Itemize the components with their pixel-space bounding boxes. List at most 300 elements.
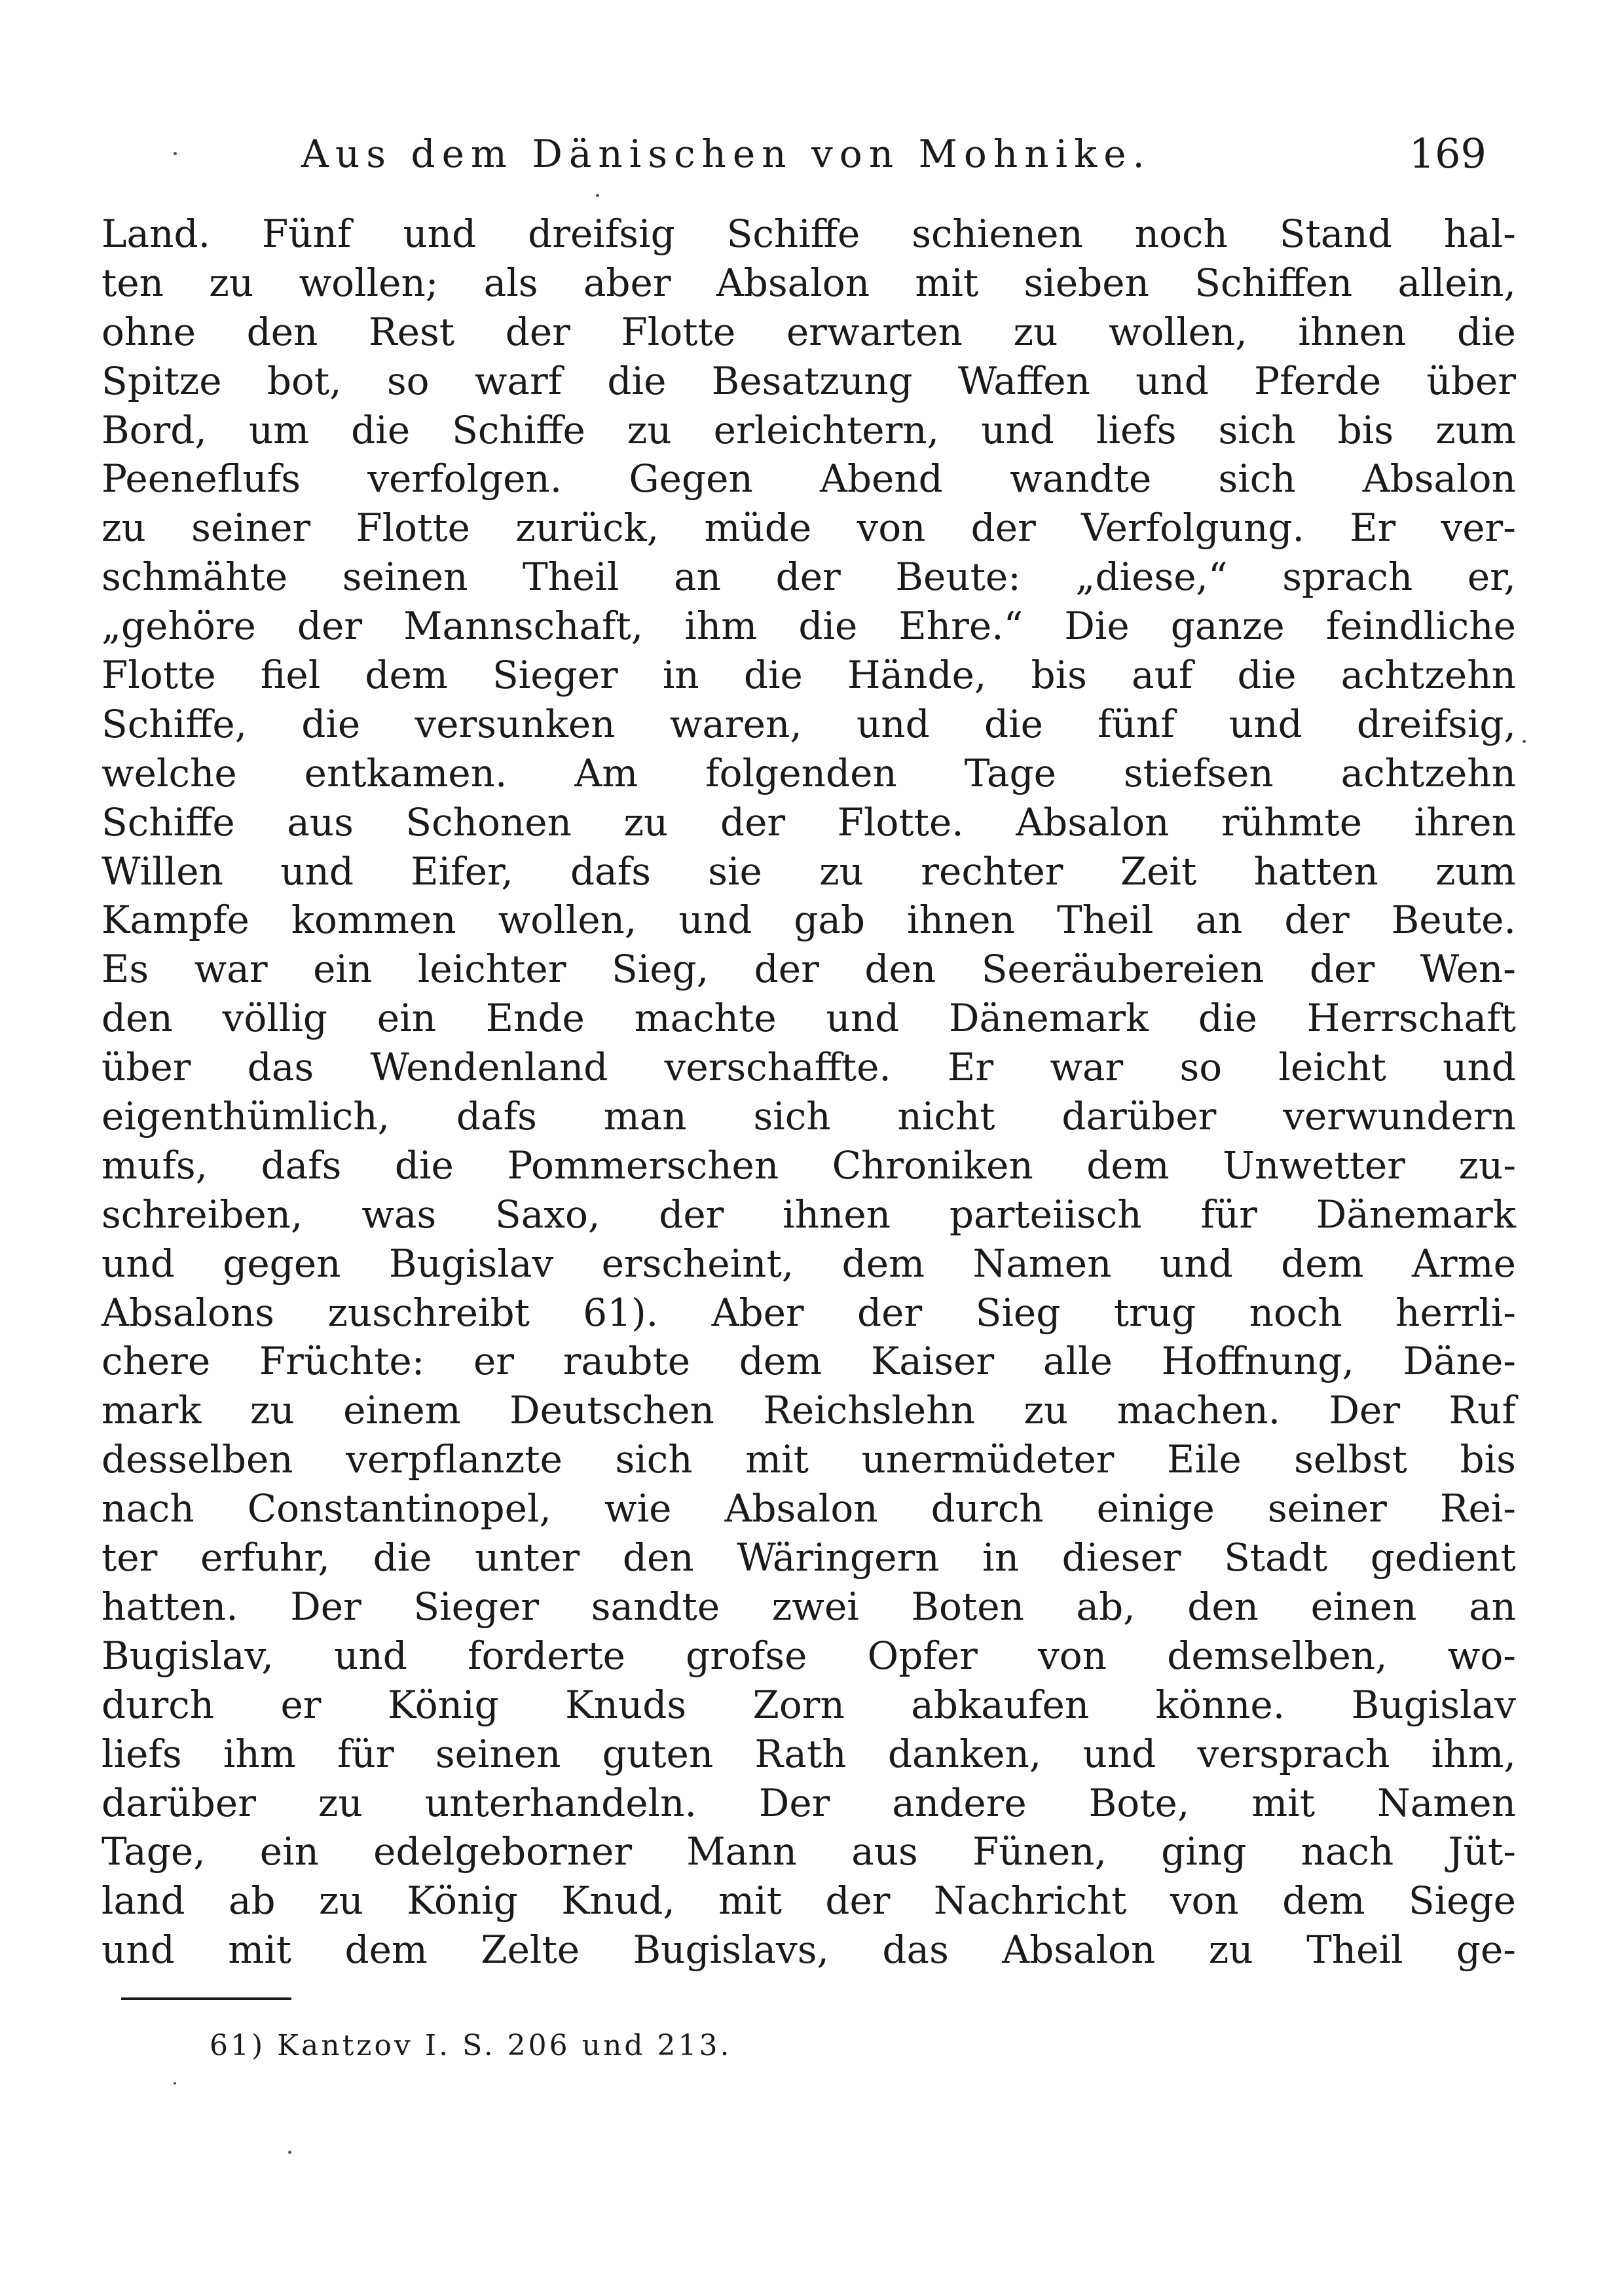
word: Peeneflufs bbox=[101, 456, 301, 501]
word: ganze bbox=[1170, 604, 1285, 649]
word: rechter bbox=[921, 848, 1063, 894]
word: der bbox=[857, 1290, 923, 1335]
word: feindliche bbox=[1325, 604, 1516, 649]
word: von bbox=[1038, 1633, 1107, 1678]
word: Constantinopel, bbox=[247, 1486, 551, 1531]
word: alle bbox=[1043, 1339, 1113, 1384]
word: und bbox=[101, 1241, 175, 1286]
word: Seeräubereien bbox=[981, 947, 1264, 992]
word: seiner bbox=[191, 505, 311, 551]
word: für bbox=[1200, 1192, 1257, 1237]
word: Ruf bbox=[1449, 1388, 1516, 1433]
word: Schonen bbox=[405, 799, 572, 845]
word: Ende bbox=[485, 996, 585, 1041]
scan-speck bbox=[596, 194, 599, 197]
word: fünf bbox=[1098, 701, 1175, 746]
word: Sieg, bbox=[611, 947, 709, 992]
word: von bbox=[1170, 1878, 1239, 1923]
word: abkaufen bbox=[911, 1682, 1090, 1727]
word: dafs bbox=[570, 848, 651, 894]
word: verschaffte. bbox=[664, 1045, 891, 1090]
text-line bbox=[101, 1435, 1516, 1484]
word: Es bbox=[101, 947, 149, 992]
word: guten bbox=[602, 1731, 714, 1776]
word: zu bbox=[209, 260, 254, 305]
word: dem bbox=[1281, 1241, 1364, 1286]
word: und bbox=[1228, 701, 1302, 746]
word: hal- bbox=[1443, 211, 1516, 256]
word: der bbox=[505, 309, 570, 354]
word: Verfolgung. bbox=[1081, 505, 1304, 551]
word: ab, bbox=[1076, 1584, 1135, 1629]
word: Zorn bbox=[752, 1682, 845, 1727]
text-line bbox=[101, 1827, 1516, 1876]
word: Siege bbox=[1408, 1878, 1516, 1923]
word: Mann bbox=[686, 1829, 797, 1874]
word: forderte bbox=[468, 1633, 625, 1678]
word: völlig bbox=[222, 996, 328, 1041]
word: Absalon bbox=[716, 260, 870, 305]
word: König bbox=[407, 1878, 518, 1923]
word: Kampfe bbox=[101, 898, 249, 943]
word: den bbox=[864, 947, 936, 992]
text-line bbox=[101, 406, 1516, 455]
word: Fünen, bbox=[972, 1829, 1107, 1874]
word: ihnen bbox=[783, 1192, 891, 1237]
word: dem bbox=[1282, 1878, 1365, 1923]
word: Eile bbox=[1166, 1437, 1242, 1482]
word: Jüt- bbox=[1448, 1829, 1516, 1874]
text-line bbox=[101, 700, 1516, 749]
word: zu bbox=[1024, 1388, 1069, 1433]
word: der bbox=[775, 555, 841, 600]
word: dem bbox=[841, 1241, 925, 1286]
word: sieben bbox=[1024, 260, 1149, 305]
word: Beute. bbox=[1391, 898, 1516, 943]
word: Absalon bbox=[1362, 456, 1516, 501]
word: ein bbox=[377, 996, 436, 1041]
word: nicht bbox=[897, 1094, 995, 1139]
word: Däne- bbox=[1403, 1339, 1516, 1384]
word: Willen bbox=[101, 848, 223, 894]
word: die bbox=[1198, 996, 1257, 1041]
text-line bbox=[101, 553, 1516, 602]
word: ge- bbox=[1456, 1927, 1516, 1973]
word: Flotte bbox=[356, 505, 470, 551]
text-line bbox=[101, 945, 1516, 994]
word: die bbox=[1237, 653, 1297, 698]
word: müde bbox=[704, 505, 812, 551]
word: für bbox=[337, 1731, 394, 1776]
word: Theil bbox=[1056, 898, 1154, 943]
word: ihm, bbox=[1431, 1731, 1516, 1776]
word: gegen bbox=[223, 1241, 341, 1286]
footnote-rule bbox=[121, 1997, 291, 2000]
word: nach bbox=[101, 1486, 194, 1531]
word: Der bbox=[290, 1584, 361, 1629]
word: Theil bbox=[1306, 1927, 1403, 1973]
word: Absalons bbox=[101, 1290, 274, 1335]
word: war bbox=[1050, 1045, 1124, 1090]
word: Flotte. bbox=[837, 799, 964, 845]
word: so bbox=[1179, 1045, 1223, 1090]
word: ihnen bbox=[907, 898, 1015, 943]
word: einige bbox=[1096, 1486, 1215, 1531]
word: der bbox=[297, 604, 363, 649]
text-line bbox=[101, 1386, 1516, 1435]
text-line bbox=[101, 1239, 1516, 1288]
word: Rest bbox=[369, 309, 455, 354]
word: Der bbox=[758, 1780, 830, 1825]
word: von bbox=[857, 505, 926, 551]
word: zum bbox=[1435, 848, 1516, 894]
word: Spitze bbox=[101, 358, 222, 403]
word: die bbox=[798, 604, 858, 649]
word: Tage bbox=[964, 750, 1056, 795]
word: unterhandeln. bbox=[424, 1780, 697, 1825]
word: Deutschen bbox=[509, 1388, 714, 1433]
text-line bbox=[101, 602, 1516, 651]
word: der bbox=[825, 1878, 891, 1923]
word: als bbox=[483, 260, 538, 305]
text-line bbox=[101, 1779, 1516, 1828]
word: mit bbox=[745, 1437, 809, 1482]
word: wollen, bbox=[1108, 309, 1247, 354]
word: Wendenland bbox=[370, 1045, 608, 1090]
word: Arme bbox=[1411, 1241, 1516, 1286]
text-line bbox=[101, 1533, 1516, 1582]
word: Dänemark bbox=[948, 996, 1149, 1041]
word: so bbox=[386, 358, 430, 403]
word: Besatzung bbox=[711, 358, 913, 403]
word: dem bbox=[344, 1927, 428, 1973]
word: Hoffnung, bbox=[1161, 1339, 1354, 1384]
word: entkamen. bbox=[304, 750, 507, 795]
word: das bbox=[247, 1045, 314, 1090]
word: Schiffe bbox=[452, 407, 585, 452]
word: die bbox=[301, 701, 361, 746]
running-head bbox=[288, 124, 1513, 183]
word: Mannschaft, bbox=[403, 604, 644, 649]
word: könne. bbox=[1155, 1682, 1285, 1727]
word: an bbox=[1469, 1584, 1516, 1629]
word: leicht bbox=[1278, 1045, 1386, 1090]
word: Dänemark bbox=[1316, 1192, 1516, 1237]
word: an bbox=[674, 555, 721, 600]
word: ihnen bbox=[1298, 309, 1407, 354]
word: zwei bbox=[771, 1584, 859, 1629]
word: allein, bbox=[1397, 260, 1516, 305]
word: Bugislav, bbox=[101, 1633, 274, 1678]
word: das bbox=[882, 1927, 949, 1973]
word: die bbox=[351, 407, 411, 452]
word: schreiben, bbox=[101, 1192, 303, 1237]
word: einem bbox=[343, 1388, 461, 1433]
word: fiel bbox=[260, 653, 321, 698]
word: seiner bbox=[1267, 1486, 1387, 1531]
word: Flotte bbox=[621, 309, 736, 354]
word: und bbox=[403, 211, 477, 256]
word: hatten bbox=[1253, 848, 1378, 894]
word: und bbox=[101, 1927, 175, 1973]
word: Bugislavs, bbox=[633, 1927, 829, 1973]
word: bis bbox=[1460, 1437, 1516, 1482]
text-line bbox=[101, 503, 1516, 553]
scan-speck bbox=[174, 152, 177, 155]
word: Reichslehn bbox=[763, 1388, 975, 1433]
word: aus bbox=[287, 799, 354, 845]
scan-speck bbox=[1522, 740, 1526, 743]
word: Pferde bbox=[1254, 358, 1382, 403]
word: noch bbox=[1134, 211, 1228, 256]
word: und bbox=[678, 898, 752, 943]
word: über bbox=[101, 1045, 191, 1090]
scan-speck bbox=[174, 2082, 176, 2085]
word: Der bbox=[1329, 1388, 1401, 1433]
text-line bbox=[101, 1141, 1516, 1190]
word: Stand bbox=[1279, 211, 1392, 256]
word: Bugislav bbox=[388, 1241, 554, 1286]
word: mit bbox=[915, 260, 979, 305]
word: Schiffe bbox=[726, 211, 860, 256]
text-line bbox=[101, 1043, 1516, 1092]
word: und bbox=[1135, 358, 1209, 403]
word: der bbox=[754, 947, 819, 992]
word: ab bbox=[228, 1878, 276, 1923]
word: erscheint, bbox=[601, 1241, 794, 1286]
word: zuschreibt bbox=[327, 1290, 530, 1335]
word: Abend bbox=[819, 456, 943, 501]
word: ein bbox=[313, 947, 373, 992]
word: wandte bbox=[1009, 456, 1152, 501]
word: Schiffen bbox=[1194, 260, 1353, 305]
word: Er bbox=[1350, 505, 1396, 551]
text-line bbox=[101, 1681, 1516, 1730]
word: bot, bbox=[267, 358, 342, 403]
body-text bbox=[101, 210, 1516, 1975]
word: die bbox=[394, 1142, 454, 1188]
word: durch bbox=[101, 1682, 215, 1727]
word: chere bbox=[101, 1339, 211, 1384]
word: dem bbox=[365, 653, 448, 698]
word: der bbox=[1310, 947, 1375, 992]
word: und bbox=[981, 407, 1054, 452]
word: „gehöre bbox=[101, 604, 256, 649]
word: Fünf bbox=[261, 211, 352, 256]
word: Ehre.“ bbox=[898, 604, 1024, 649]
word: ging bbox=[1161, 1829, 1247, 1874]
text-line bbox=[101, 1288, 1516, 1338]
word: andere bbox=[892, 1780, 1027, 1825]
text-line bbox=[101, 847, 1516, 896]
word: die bbox=[373, 1535, 432, 1580]
word: er, bbox=[1467, 555, 1516, 600]
word: zum bbox=[1435, 407, 1516, 452]
word: Er bbox=[948, 1045, 994, 1090]
text-line bbox=[101, 896, 1516, 945]
word: den bbox=[622, 1535, 694, 1580]
word: kommen bbox=[291, 898, 456, 943]
word: Herrschaft bbox=[1306, 996, 1516, 1041]
word: durch bbox=[931, 1486, 1044, 1531]
word: und bbox=[856, 701, 930, 746]
word: machen. bbox=[1116, 1388, 1281, 1433]
word: grofse bbox=[686, 1633, 807, 1678]
word: zu bbox=[318, 1780, 363, 1825]
word: Theil bbox=[523, 555, 619, 600]
word: gedient bbox=[1370, 1535, 1516, 1580]
text-line bbox=[101, 1337, 1516, 1386]
word: die bbox=[607, 358, 667, 403]
word: herrli- bbox=[1395, 1290, 1516, 1335]
word: aber bbox=[583, 260, 671, 305]
text-line bbox=[101, 1925, 1516, 1975]
word: und bbox=[1443, 1045, 1516, 1090]
word: Schiffe, bbox=[101, 701, 248, 746]
word: Pommerschen bbox=[507, 1142, 779, 1188]
word: Bote, bbox=[1088, 1780, 1190, 1825]
word: danken, bbox=[887, 1731, 1042, 1776]
word: Hände, bbox=[847, 653, 987, 698]
word: achtzehn bbox=[1340, 653, 1516, 698]
word: mit bbox=[1251, 1780, 1316, 1825]
word: verpflanzte bbox=[346, 1437, 563, 1482]
word: zu bbox=[623, 799, 669, 845]
word: bis bbox=[1337, 407, 1394, 452]
word: Bugislav bbox=[1351, 1682, 1516, 1727]
word: Knuds bbox=[565, 1682, 687, 1727]
word: den bbox=[1187, 1584, 1259, 1629]
text-line bbox=[101, 1582, 1516, 1631]
text-line bbox=[101, 1631, 1516, 1681]
word: auf bbox=[1132, 653, 1193, 698]
word: darüber bbox=[1061, 1094, 1217, 1139]
word: sprach bbox=[1282, 555, 1413, 600]
text-line bbox=[101, 454, 1516, 503]
word: Schiffe bbox=[101, 799, 235, 845]
word: liefs bbox=[101, 1731, 182, 1776]
text-line bbox=[101, 749, 1516, 798]
word: mit bbox=[718, 1878, 783, 1923]
word: sich bbox=[753, 1094, 831, 1139]
word: sich bbox=[1218, 407, 1296, 452]
word: in bbox=[662, 653, 699, 698]
word: der bbox=[659, 1192, 724, 1237]
word: sich bbox=[615, 1437, 693, 1482]
scan-speck bbox=[288, 2151, 291, 2154]
word: darüber bbox=[101, 1780, 256, 1825]
word: ihm bbox=[223, 1731, 296, 1776]
word: erleichtern, bbox=[713, 407, 940, 452]
text-line bbox=[101, 1876, 1516, 1925]
word: einen bbox=[1310, 1584, 1417, 1629]
word: selbst bbox=[1294, 1437, 1407, 1482]
footnote: 61) Kantzov I. S. 206 und 213. bbox=[210, 2029, 732, 2062]
word: zu bbox=[1013, 309, 1058, 354]
word: zu bbox=[819, 848, 864, 894]
word: und bbox=[334, 1633, 407, 1678]
text-line bbox=[101, 1484, 1516, 1533]
word: aus bbox=[851, 1829, 918, 1874]
word: edelgeborner bbox=[373, 1829, 633, 1874]
word: mit bbox=[228, 1927, 292, 1973]
word: zurück, bbox=[515, 505, 659, 551]
word: wollen; bbox=[299, 260, 439, 305]
word: war bbox=[194, 947, 268, 992]
word: trug bbox=[1113, 1290, 1196, 1335]
word: versunken bbox=[415, 701, 616, 746]
word: Kaiser bbox=[870, 1339, 995, 1384]
word: in bbox=[982, 1535, 1020, 1580]
word: ten bbox=[101, 260, 164, 305]
word: seinen bbox=[435, 1731, 561, 1776]
word: den bbox=[101, 996, 173, 1041]
word: raubte bbox=[563, 1339, 691, 1384]
word: dreifsig, bbox=[1356, 701, 1516, 746]
word: Die bbox=[1064, 604, 1130, 649]
word: Saxo, bbox=[495, 1192, 600, 1237]
word: und bbox=[280, 848, 354, 894]
word: dafs bbox=[456, 1094, 537, 1139]
word: sich bbox=[1218, 456, 1296, 501]
word: und bbox=[826, 996, 900, 1041]
word: Boten bbox=[911, 1584, 1024, 1629]
word: und bbox=[1082, 1731, 1156, 1776]
word: rühmte bbox=[1221, 799, 1363, 845]
word: die bbox=[984, 701, 1043, 746]
word: Namen bbox=[1376, 1780, 1516, 1825]
word: verfolgen. bbox=[367, 456, 563, 501]
word: Tage, bbox=[101, 1829, 206, 1874]
word: Beute: bbox=[895, 555, 1021, 600]
word: parteiisch bbox=[949, 1192, 1142, 1237]
word: Absalon bbox=[1016, 799, 1170, 845]
word: der bbox=[970, 505, 1036, 551]
word: den bbox=[246, 309, 318, 354]
word: Wäringern bbox=[737, 1535, 940, 1580]
word: stiefsen bbox=[1123, 750, 1274, 795]
word: Knud, bbox=[561, 1878, 675, 1923]
word: der bbox=[720, 799, 786, 845]
word: machte bbox=[634, 996, 777, 1041]
word: Sieger bbox=[413, 1584, 540, 1629]
word: zu bbox=[101, 505, 146, 551]
word: König bbox=[387, 1682, 499, 1727]
word: Opfer bbox=[867, 1633, 978, 1678]
word: nach bbox=[1301, 1829, 1394, 1874]
word: an bbox=[1195, 898, 1243, 943]
word: was bbox=[361, 1192, 437, 1237]
word: 61). bbox=[583, 1290, 659, 1335]
text-line bbox=[101, 798, 1516, 847]
text-line bbox=[101, 357, 1516, 406]
text-line bbox=[101, 1730, 1516, 1779]
word: Bord, bbox=[101, 407, 207, 452]
word: und bbox=[1159, 1241, 1233, 1286]
word: ter bbox=[101, 1535, 158, 1580]
word: Land. bbox=[101, 211, 211, 256]
word: zu bbox=[249, 1388, 295, 1433]
word: Gegen bbox=[629, 456, 753, 501]
word: Nachricht bbox=[933, 1878, 1127, 1923]
word: gab bbox=[794, 898, 866, 943]
word: land bbox=[101, 1878, 185, 1923]
word: noch bbox=[1249, 1290, 1342, 1335]
word: schmähte bbox=[101, 555, 288, 600]
text-line bbox=[101, 259, 1516, 308]
word: zu bbox=[318, 1878, 363, 1923]
word: mark bbox=[101, 1388, 202, 1433]
